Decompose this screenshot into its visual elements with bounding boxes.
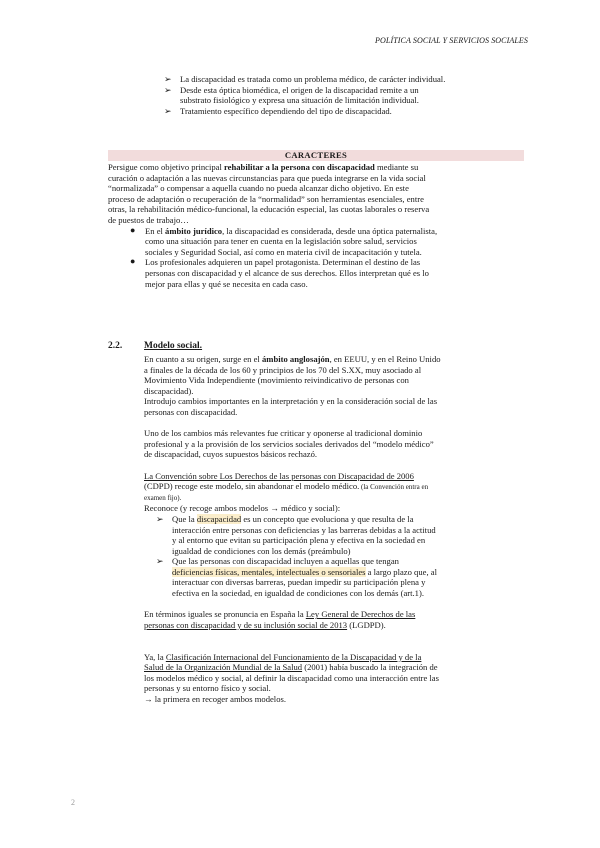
list-item: ● En el ámbito jurídico, la discapacidad es considerada, desde una óptica paternalista, — [130, 224, 438, 236]
spacer — [144, 418, 524, 429]
spacer — [144, 460, 524, 471]
paragraph-line: Salud de la Organización Mundial de la Salud (2001) había buscado la integración de — [144, 662, 438, 673]
list-item-continuation: interactuar con diversas barreras, puedan impedir su participación plena y — [172, 577, 426, 588]
paragraph-line: Persigue como objetivo principal rehabilitar a la persona con discapacidad mediante su — [108, 162, 419, 172]
paragraph-line: (CDPD) recoge este modelo, sin abandonar el modelo médico. (la Convención entra en — [144, 481, 429, 492]
list-item: ● Los profesionales adquieren un papel protagonista. Determinan el destino de las — [130, 256, 421, 268]
caracteres-body — [108, 162, 524, 289]
highlighted-term: discapacidad — [196, 513, 242, 524]
paragraph-line: de discapacidad, cuyos supuestos básicos rechazó. — [144, 449, 318, 460]
list-item-continuation: y al entorno que evitan su participación plena y efectiva en la sociedad en — [172, 535, 426, 546]
paragraph-line: → la primera en recoger ambos modelos. — [144, 694, 286, 704]
highlighted-term: deficiencias físicas, mentales, intelectuales o sensoriales — [172, 566, 366, 577]
bullet-dot-icon: ● — [130, 224, 136, 235]
list-item-continuation: personas con discapacidad y el alcance de sus derechos. Ellos interpretan qué es lo — [145, 267, 429, 278]
paragraph-line: Reconoce (y recoge ambos modelos → médico y social): — [144, 503, 341, 514]
list-item: ➢ Tratamiento específico dependiendo del tipo de discapacidad. — [164, 105, 392, 116]
spacer — [144, 599, 524, 610]
paragraph-line: Movimiento Vida Independiente (movimiento reivindicativo de personas con — [144, 375, 409, 386]
section-title: Modelo social. — [144, 341, 203, 351]
arrow-bullet-icon: ➢ — [164, 105, 172, 116]
paragraph-line: “normalizada” o compensar a aquella cuando no pueda alcanzar dicho objetivo. En este — [108, 183, 409, 194]
list-item-continuation: como una situación para tener en cuenta en la legislación sobre salud, servicios — [145, 236, 417, 247]
paragraph-line: Introdujo cambios importantes en la interpretación y en la consideración social de las — [144, 396, 438, 407]
page-number: 2 — [71, 798, 75, 807]
list-item-continuation: efectiva en la sociedad, en igualdad de condiciones con los demás (art.1). — [172, 588, 424, 599]
note-line: examen fijo). — [144, 493, 182, 502]
arrow-bullet-icon: ➢ — [156, 556, 164, 567]
list-item-continuation: mejor para ellas y qué se necesita en cada caso. — [145, 278, 308, 289]
paragraph-line: personas y su entorno físico y social. — [144, 683, 271, 694]
spacer — [144, 641, 524, 652]
section-heading-caracteres: CARACTERES — [108, 150, 524, 161]
list-item-continuation: substrato fisiológico y expresa una situación de limitación individual. — [180, 95, 419, 106]
paragraph-line: curación o adaptación a las nuevas circunstancias para que pueda integrarse en la vida social — [108, 172, 426, 183]
list-item-continuation: sociales y Seguridad Social, así como en materia civil de incapacitación y tutela. — [145, 246, 422, 257]
section-body — [144, 354, 524, 705]
paragraph-line: los modelos médico y social, al definir la discapacidad como una interacción entre las — [144, 672, 439, 683]
section-number: 2.2. — [108, 341, 123, 351]
paragraph-line: personas con discapacidad. — [144, 406, 238, 417]
arrow-bullet-icon: ➢ — [156, 513, 164, 524]
paragraph-line: a finales de la década de los 60 y principios de los 70 del S.XX, muy asociado al — [144, 364, 422, 375]
bullet-dot-icon: ● — [130, 256, 136, 267]
list-item: ➢ Desde esta óptica biomédica, el origen de la discapacidad remite a un — [164, 84, 419, 95]
list-item: ➢ Que la discapacidad es un concepto que evoluciona y que resulta de la — [156, 513, 414, 524]
running-header: POLÍTICA SOCIAL Y SERVICIOS SOCIALES — [375, 36, 528, 45]
top-list — [108, 74, 524, 116]
convention-reference: La Convención sobre Los Derechos de las personas con Discapacidad de 2006 — [144, 470, 414, 481]
paragraph-line: profesional y a la provisión de los servicios sociales derivados del “modelo médico” — [144, 438, 434, 449]
paragraph-line: Ya, la Clasificación Internacional del Funcionamiento de la Discapacidad y de la — [144, 651, 422, 662]
paragraph-line: personas con discapacidad y de su inclusión social de 2013 (LGDPD). — [144, 619, 386, 630]
list-item-continuation: interacción entre personas con deficiencias y las barreras debidas a la actitud — [172, 524, 436, 535]
list-item-continuation: igualdad de condiciones con los demás (preámbulo) — [172, 545, 351, 556]
paragraph-line: Uno de los cambios más relevantes fue criticar y oponerse al tradicional dominio — [144, 428, 423, 439]
list-item-continuation: deficiencias físicas, mentales, intelectuales o sensoriales a largo plazo que, al — [172, 566, 437, 577]
paragraph-line: de puestos de trabajo… — [108, 214, 189, 225]
arrow-bullet-icon: ➢ — [164, 74, 172, 84]
paragraph-line: otras, la rehabilitación médico-funcional, la educación especial, las cuotas laborales o reserva — [108, 204, 430, 215]
list-item: ➢ La discapacidad es tratada como un problema médico, de carácter individual. — [164, 74, 446, 84]
paragraph-line: En términos iguales se pronuncia en España la Ley General de Derechos de las — [144, 609, 416, 620]
list-item: ➢ Que las personas con discapacidad incluyen a aquellas que tengan — [156, 556, 399, 567]
spacer — [144, 630, 524, 641]
arrow-bullet-icon: ➢ — [164, 84, 172, 95]
paragraph-line: discapacidad). — [144, 385, 194, 396]
paragraph-line: En cuanto a su origen, surge en el ámbito anglosajón, en EEUU, y en el Reino Unido — [144, 354, 441, 364]
paragraph-line: proceso de adaptación o recuperación de la “normalidad” son herramientas esenciales, entre — [108, 193, 424, 204]
